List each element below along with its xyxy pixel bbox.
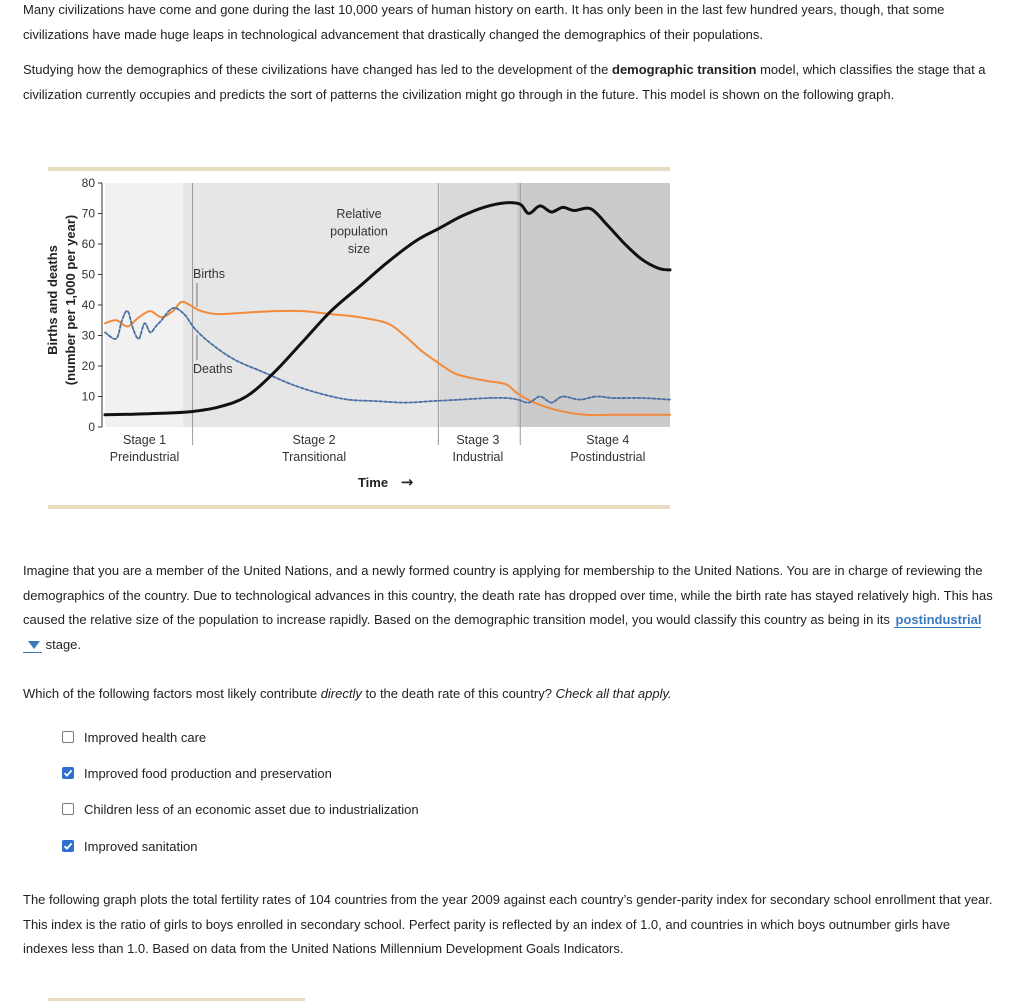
deaths-label: Deaths [193, 362, 233, 376]
stage-label-3: Stage 3 [456, 433, 500, 447]
question1-paragraph [23, 559, 998, 657]
checkbox[interactable] [62, 840, 74, 852]
question1-text: Imagine that you are a member of the United Nations, and a newly formed country is applying for membership to the United Nations. You are in charge of reviewing the demographics of the country. Due to technological advances in this country, the death rate has dropped over time, while the birth rate has stayed relatively high. This has caused the relative size of the population to increase rapidly. Based on the demographic transition model, you would classify this country as being in its [23, 563, 993, 627]
chart-bottom-rule [48, 505, 670, 509]
y-axis-label-line2: (number per 1,000 per year) [63, 214, 78, 386]
chart-top-rule [48, 167, 670, 171]
option-item[interactable] [62, 836, 197, 856]
stage-dropdown-value: postindustrial [895, 612, 982, 627]
chevron-down-icon [28, 641, 40, 649]
checkmark-icon [63, 841, 73, 851]
population-label: size [347, 242, 371, 256]
stage-label-1: Stage 1 [123, 433, 167, 447]
births-label: Births [193, 267, 225, 281]
stage-label-2: Stage 2 [292, 433, 336, 447]
y-tick-label: 60 [81, 237, 95, 251]
stage1-band [105, 183, 183, 427]
checkbox[interactable] [62, 803, 74, 815]
q2-italic: directly [320, 686, 362, 701]
stage-sublabel-2: Transitional [281, 450, 347, 464]
y-tick-label: 50 [81, 267, 95, 282]
stage-labels [110, 433, 646, 464]
y-tick-label: 10 [81, 389, 95, 404]
stage-sublabel-3: Industrial [452, 450, 504, 464]
checkbox[interactable] [62, 767, 74, 779]
question1-after: stage. [42, 636, 82, 652]
q2-instruction: Check all that apply. [555, 686, 672, 701]
checkmark-icon [63, 768, 73, 778]
intro-paragraph-1: Many civilizations have come and gone during the last 10,000 years of human history on earth. It has only been in the last few hundred years, though, that some civilizations have made huge leaps in technological advancement that drastically changed the demographics of their populations. [23, 2, 945, 42]
y-tick-label: 40 [81, 298, 95, 312]
option-item[interactable] [62, 799, 419, 819]
demographic-transition-term: demographic transition [612, 62, 757, 77]
y-axis-label-line1: Births and deaths [45, 245, 60, 355]
y-tick-label: 20 [81, 359, 95, 373]
y-tick-label: 80 [81, 176, 95, 190]
stage-sublabel-1: Preindustrial [109, 450, 180, 464]
option-item[interactable] [62, 727, 206, 747]
x-axis-arrow: → [400, 473, 414, 491]
option-label: Improved health care [84, 729, 207, 745]
y-tick-label: 70 [81, 206, 95, 221]
option-item[interactable] [62, 763, 332, 783]
option-label: Improved sanitation [84, 838, 198, 854]
intro-p2-before: Studying how the demographics of these civilizations have changed has led to the development of the [23, 62, 612, 77]
question2-prompt [23, 682, 998, 707]
intro-p2-after: model, which classifies the stage that a civilization currently occupies and predicts the sort of patterns the civilization might go through in the future. This model is shown on the following graph. [23, 62, 986, 102]
population-label: population [330, 224, 388, 239]
q2-middle: to the death rate of this country? [361, 686, 556, 701]
stage-label-4: Stage 4 [586, 433, 630, 447]
option-label: Children less of an economic asset due to industrialization [84, 801, 419, 817]
y-axis [82, 176, 102, 434]
outro-paragraph: The following graph plots the total fertility rates of 104 countries from the year 2009 against each country’s gender-parity index for secondary school enrollment that year. This index is the ratio of girls to boys enrolled in secondary school. Perfect parity is reflected by an index of 1.0, and countries in which boys outnumber girls have indexes less than 1.0. Based on data from the United Nations Millennium Development Goals Indicators. [23, 892, 993, 956]
y-tick-label: 0 [88, 420, 95, 434]
stage4-band [517, 183, 670, 427]
stage-sublabel-4: Postindustrial [570, 450, 646, 464]
stage3-band [440, 183, 517, 427]
population-label: Relative [336, 207, 382, 221]
y-tick-label: 30 [81, 328, 95, 343]
q2-before: Which of the following factors most likely contribute [23, 686, 321, 701]
option-label: Improved food production and preservation [84, 765, 332, 781]
x-axis-label: Time [357, 475, 389, 490]
checkbox[interactable] [62, 731, 74, 743]
